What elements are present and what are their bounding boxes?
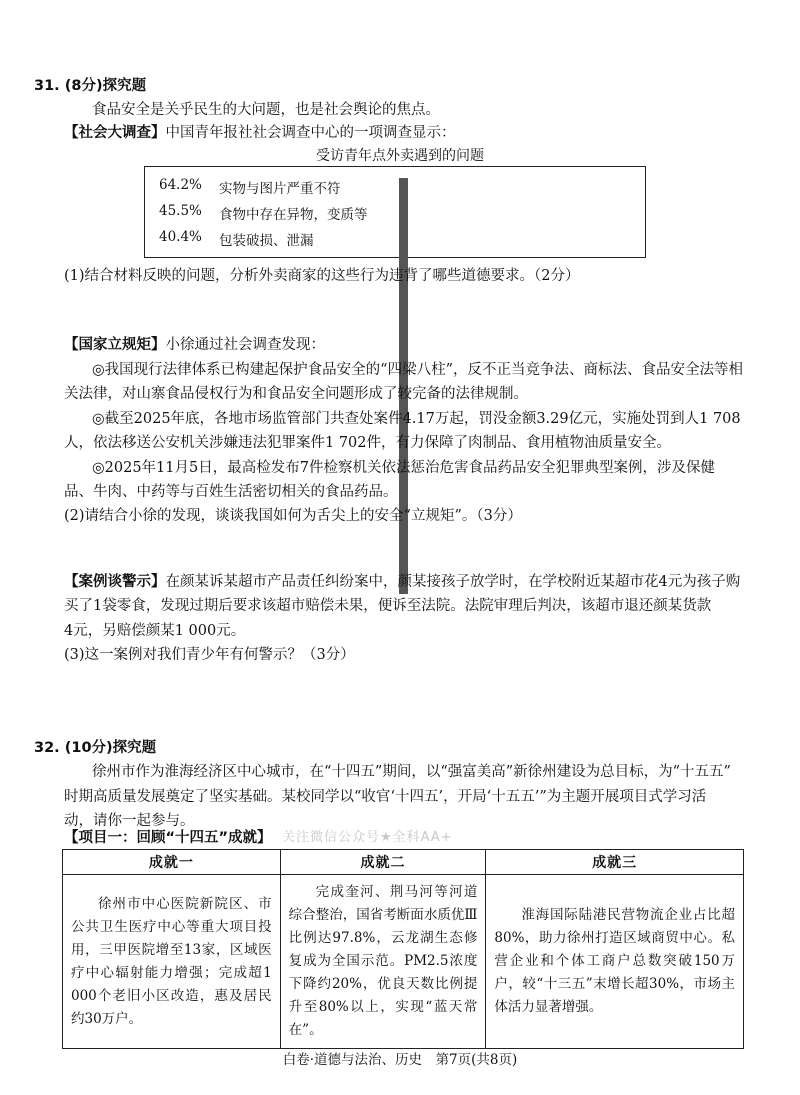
table-cell: 徐州市中心医院新院区、市公共卫生医疗中心等重大项目投用，三甲医院增至13家，区域医疗中心辐射能力增强；完成超1 000个老旧小区改造，惠及居民约30万户。	[63, 875, 281, 1049]
case-text-3: 4元，另赔偿颜某1 000元。	[64, 623, 246, 639]
category-label: 实物与图片严重不符	[219, 181, 341, 197]
bar	[399, 178, 410, 194]
q31-sub1: (1)结合材料反映的问题，分析外卖商家的这些行为违背了哪些道德要求。（2分）	[64, 268, 580, 284]
bar-segment	[399, 310, 408, 326]
q32-intro-3: 动，请你一起参与。	[64, 813, 195, 829]
question-32-title: 32. (10分)探究题	[34, 740, 157, 756]
pct-label: 40.4%	[159, 229, 202, 245]
table-header-row	[63, 850, 744, 875]
table-header: 成就一	[63, 850, 281, 875]
law-paragraph-2: ◎截至2025年底，各地市场监管部门共查处案件4.17万起，罚没金额3.29亿元，实施处罚到人1 708	[92, 411, 741, 427]
q32-intro-2: 时期高质量发展奠定了坚实基础。某校同学以“收官‘十四五’，开局‘十五五’”为主题开展项目式学习活	[64, 789, 707, 805]
law-paragraph-1-cont: 关法律，对山寨食品侵权行为和食品安全问题形成了较完备的法律规制。	[64, 386, 528, 402]
table-header: 成就二	[280, 850, 486, 875]
bar-segment	[399, 342, 408, 358]
chart-title: 受访青年点外卖遇到的问题	[316, 148, 484, 164]
q31-law-line	[64, 333, 325, 354]
table-header: 成就三	[486, 850, 744, 875]
question-31-title: 31. (8分)探究题	[34, 78, 147, 94]
bar-segment	[399, 546, 408, 562]
q31-intro: 食品安全是关乎民生的大问题，也是社会舆论的焦点。	[92, 102, 440, 118]
category-label: 包装破损、泄漏	[219, 233, 314, 249]
case-label: 【案例谈警示】	[64, 574, 166, 590]
law-paragraph-3: ◎2025年11月5日，最高检发布7件检察机关依法惩治危害食品药品安全犯罪典型案例，涉及保健	[92, 460, 715, 476]
q31-sub2: (2)请结合小徐的发现，谈谈我国如何为舌尖上的安全“立规矩”。（3分）	[64, 508, 522, 524]
case-line-1	[64, 570, 740, 591]
bar-segment	[399, 246, 408, 262]
project-1-label: 【项目一：回顾“十四五”成就】	[64, 830, 272, 846]
survey-bar-chart	[144, 166, 646, 258]
q31-sub3: (3)这一案例对我们青少年有何警示？（3分）	[64, 647, 355, 663]
table-row	[63, 875, 744, 1049]
bar-segment	[399, 326, 408, 342]
pct-label: 45.5%	[159, 203, 202, 219]
bar	[399, 204, 410, 220]
law-paragraph-2-cont: 人，依法移送公安机关涉嫌违法犯罪案件1 702件，有力保障了肉制品、食用植物油质量安全。	[64, 435, 672, 451]
law-paragraph-1: ◎我国现行法律体系已构建起保护食品安全的“四梁八柱”，反不正当竞争法、商标法、食品安全法等相	[92, 362, 743, 378]
table-cell: 完成奎河、荆马河等河道综合整治，国省考断面水质优Ⅲ比例达97.8%，云龙湖生态修复成为全国示范。PM2.5浓度下降约20%，优良天数比例提升至80%以上，实现“蓝天常在”。	[280, 875, 486, 1049]
law-paragraph-3-cont: 品、牛肉、中药等与百姓生活密切相关的食品药品。	[64, 484, 398, 500]
table-cell: 淮海国际陆港民营物流企业占比超80%，助力徐州打造区域商贸中心。私营企业和个体工商户总数突破150万户，较“十三五”末增长超30%，市场主体活力显著增强。	[486, 875, 744, 1049]
law-label: 【国家立规矩】	[64, 337, 166, 353]
page-footer: 白卷·道德与法治、历史 第7页(共8页)	[282, 1052, 518, 1068]
category-label: 食物中存在异物，变质等	[219, 207, 368, 223]
achievements-table	[62, 849, 744, 1049]
survey-label: 【社会大调查】	[64, 125, 166, 141]
bar-segment	[399, 530, 408, 546]
bar-segment	[399, 204, 408, 220]
bar	[399, 230, 410, 246]
law-text: 小徐通过社会调查发现：	[165, 337, 325, 353]
bar-segment	[399, 294, 408, 310]
bar-segment	[399, 178, 408, 194]
bar-segment	[399, 230, 408, 246]
q32-intro-1: 徐州市作为淮海经济区中心城市，在“十四五”期间，以“强富美高”新徐州建设为总目标，为“十五五”	[92, 764, 731, 780]
case-text-2: 买了1袋零食，发现过期后要求该超市赔偿未果，便诉至法院。法院审理后判决，该超市退还颜某货款	[64, 598, 712, 614]
pct-label: 64.2%	[159, 177, 202, 193]
survey-text: 中国青年报社社会调查中心的一项调查显示：	[165, 125, 456, 141]
watermark-text: 关注微信公众号★全科AA+	[282, 830, 453, 845]
case-text-1: 在颜某诉某超市产品责任纠纷案中，颜某接孩子放学时，在学校附近某超市花4元为孩子购	[165, 574, 741, 590]
q31-survey-line	[64, 121, 456, 142]
